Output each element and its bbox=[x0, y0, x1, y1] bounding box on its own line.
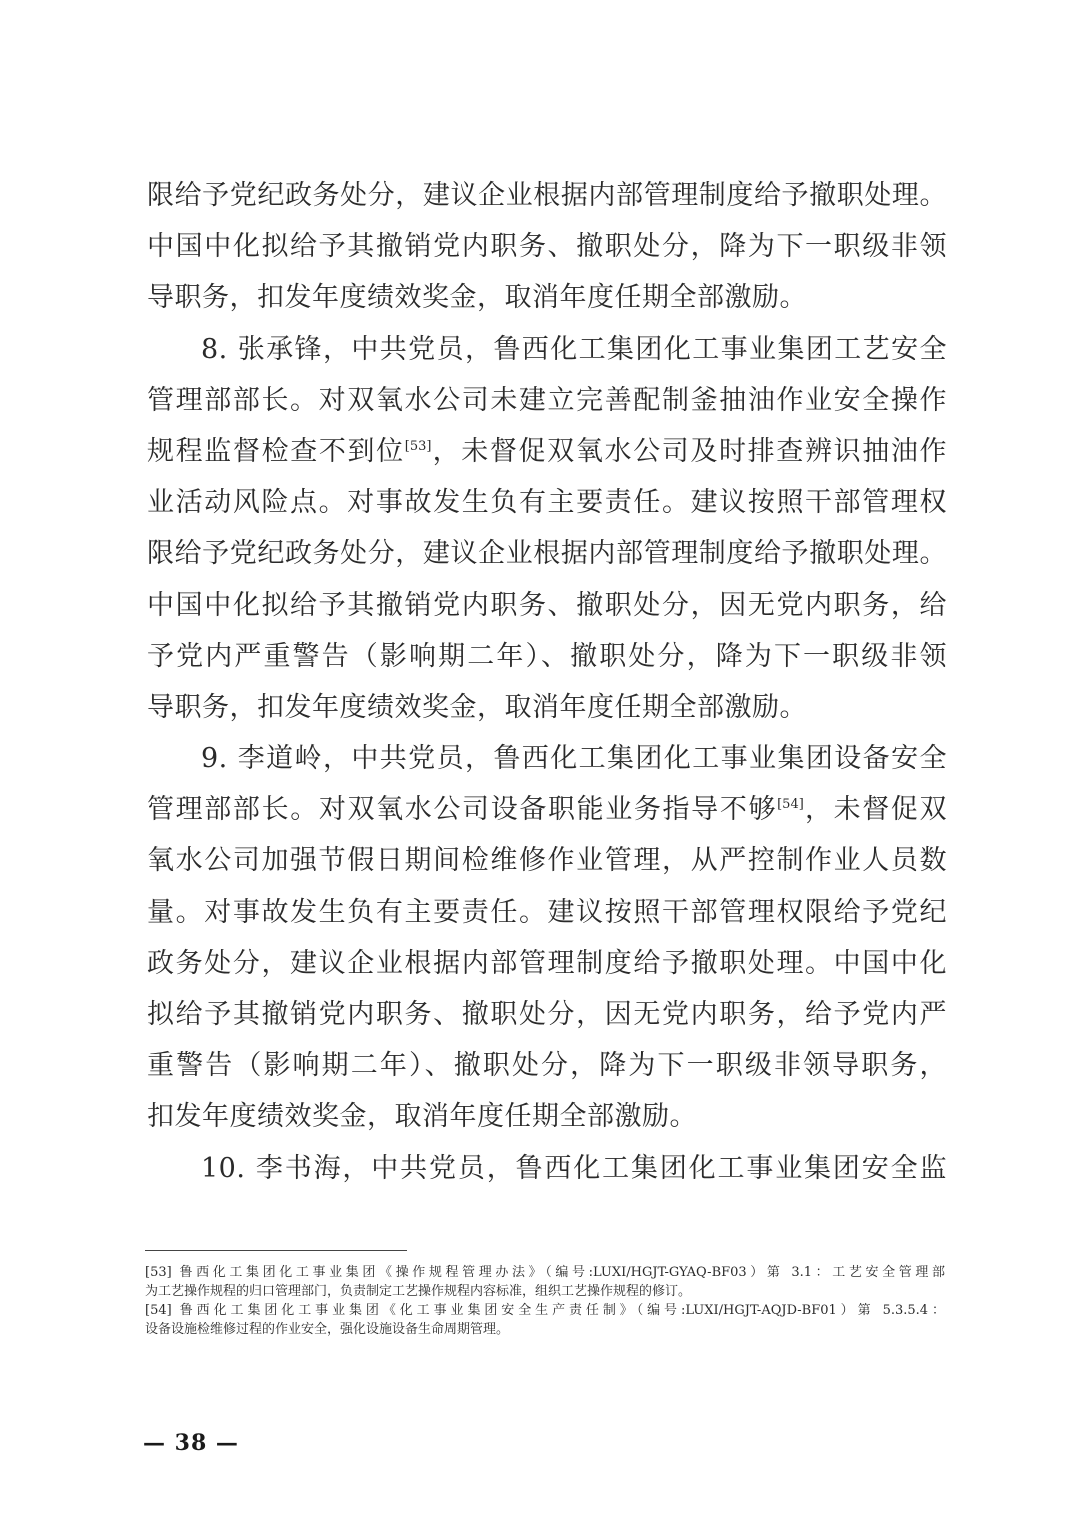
item-8-first-line: 8. 张承锋，中共党员，鲁西化工集团化工事业集团工艺安全 bbox=[201, 333, 947, 365]
text-line: 中国中化拟给予其撤销党内职务、撤职处分，因无党内职务，给 bbox=[147, 589, 947, 621]
text-segment: ，未督促双氧水公司及时排查辨识抽油作 bbox=[431, 435, 948, 467]
text-line-with-footnote-54 bbox=[147, 784, 947, 835]
body-text bbox=[147, 170, 947, 1194]
text-line: 政务处分，建议企业根据内部管理制度给予撤职处理。中国中化 bbox=[147, 947, 947, 979]
text-line: 拟给予其撤销党内职务、撤职处分，因无党内职务，给予党内严 bbox=[147, 999, 947, 1030]
footnotes bbox=[145, 1263, 945, 1339]
footnote-ref-54[interactable]: [54] bbox=[777, 797, 804, 813]
text-line: 限给予党纪政务处分，建议企业根据内部管理制度给予撤职处理。 bbox=[147, 538, 947, 570]
item-10-first-line: 10. 李书海，中共党员，鲁西化工集团化工事业集团安全监 bbox=[201, 1152, 947, 1184]
text-line: 量。对事故发生负有主要责任。建议按照干部管理权限给予党纪 bbox=[147, 896, 947, 928]
text-line: 限给予党纪政务处分，建议企业根据内部管理制度给予撤职处理。 bbox=[147, 180, 947, 211]
footnote-ref-53[interactable]: [53] bbox=[404, 438, 432, 454]
footnote-53-line-1: [53] 鲁西化工集团化工事业集团《操作规程管理办法》（编号:LUXI/HGJT-GYAQ-BF03）第 3.1：工艺安全管理部 bbox=[145, 1265, 945, 1280]
text-line: 业活动风险点。对事故发生负有主要责任。建议按照干部管理权 bbox=[147, 487, 947, 519]
footnote-54-line-2: 设备设施检维修过程的作业安全，强化设施设备生命周期管理。 bbox=[145, 1322, 510, 1337]
item-9-first-line: 9. 李道岭，中共党员，鲁西化工集团化工事业集团设备安全 bbox=[201, 743, 947, 775]
text-line: 中国中化拟给予其撤销党内职务、撤职处分，降为下一职级非领 bbox=[147, 231, 947, 263]
text-line: 氧水公司加强节假日期间检维修作业管理，从严控制作业人员数 bbox=[147, 845, 947, 877]
text-segment: 管理部部长。对双氧水公司设备职能业务指导不够 bbox=[147, 794, 778, 826]
footnote-54-line-1: [54] 鲁西化工集团化工事业集团《化工事业集团安全生产责任制》（编号:LUXI/HGJT-AQJD-BF01）第 5.3.5.4： bbox=[145, 1303, 945, 1318]
footnote-divider bbox=[145, 1250, 407, 1251]
text-line: 扣发年度绩效奖金，取消年度任期全部激励。 bbox=[147, 1101, 697, 1133]
page-number: — 38 — bbox=[143, 1430, 239, 1456]
text-line: 重警告（影响期二年）、撤职处分，降为下一职级非领导职务， bbox=[147, 1050, 947, 1082]
text-line: 管理部部长。对双氧水公司未建立完善配制釜抽油作业安全操作 bbox=[147, 384, 947, 416]
footnote-53-line-2: 为工艺操作规程的归口管理部门，负责制定工艺操作规程内容标准，组织工艺操作规程的修订。 bbox=[145, 1284, 692, 1299]
text-line-with-footnote-53 bbox=[147, 426, 947, 477]
text-line: 导职务，扣发年度绩效奖金，取消年度任期全部激励。 bbox=[147, 282, 807, 314]
text-line: 导职务，扣发年度绩效奖金，取消年度任期全部激励。 bbox=[147, 691, 807, 723]
text-segment: 规程监督检查不到位 bbox=[147, 435, 405, 467]
text-segment: ，未督促双 bbox=[803, 794, 948, 826]
text-line: 予党内严重警告（影响期二年）、撤职处分，降为下一职级非领 bbox=[147, 640, 947, 672]
